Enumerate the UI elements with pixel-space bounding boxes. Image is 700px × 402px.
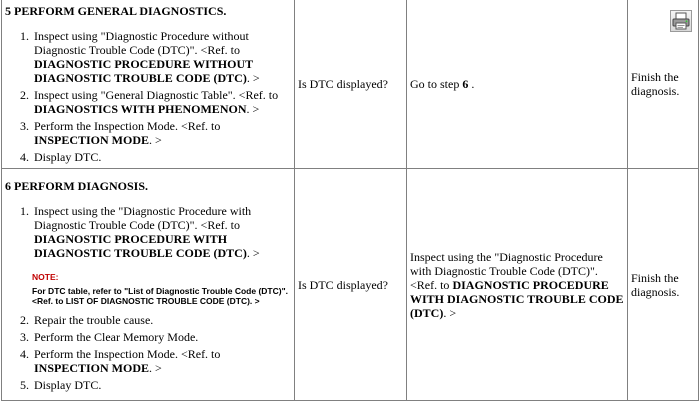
- step-6-item-5: [32, 378, 291, 392]
- step-6-item-1-ref[interactable]: DIAGNOSTIC PROCEDURE WITH DIAGNOSTIC TROUBLE CODE (DTC): [34, 232, 247, 260]
- step-6-no: Finish the diagnosis.: [628, 169, 699, 401]
- step-5-item-3-text: Perform the Inspection Mode. <Ref. to: [34, 118, 221, 133]
- step-6-item-3: [32, 330, 291, 344]
- step-5-list: [5, 29, 291, 164]
- step-6-yes: [407, 169, 628, 401]
- step-5-item-1-text: Inspect using "Diagnostic Procedure without Diagnostic Trouble Code (DTC)". <Ref. to: [34, 28, 249, 57]
- step-6-yes-ref[interactable]: DIAGNOSTIC PROCEDURE WITH DIAGNOSTIC TROUBLE CODE (DTC): [410, 277, 624, 320]
- diagnostic-table: [1, 0, 699, 401]
- step-6-item-2: [32, 313, 291, 327]
- step-6-item-4: [32, 347, 291, 375]
- step-6-item-4-ref[interactable]: INSPECTION MODE: [34, 361, 150, 375]
- step-6-list-b: [5, 313, 291, 392]
- step-6-title: 6 PERFORM DIAGNOSIS.: [5, 179, 149, 193]
- step-6-check: Is DTC displayed?: [295, 169, 407, 401]
- step-5-check: Is DTC displayed?: [295, 0, 407, 169]
- step-6-list-a: [5, 204, 291, 260]
- step-5-item-4: [32, 150, 291, 164]
- step-5-title: 5 PERFORM GENERAL DIAGNOSTICS.: [5, 3, 227, 18]
- step-6-yes-text: Inspect using the "Diagnostic Procedure with Diagnostic Trouble Code (DTC)". <Ref. to: [410, 249, 603, 292]
- step-5-item-3-ref[interactable]: INSPECTION MODE: [34, 132, 150, 147]
- step-5-item-2-ref[interactable]: DIAGNOSTICS WITH PHENOMENON: [34, 101, 247, 116]
- print-icon[interactable]: [670, 10, 692, 32]
- note-text: For DTC table, refer to "List of Diagnostic Trouble Code (DTC)". <Ref. to LIST OF DIAGNOSTIC TROUBLE CODE (DTC). >: [32, 286, 288, 306]
- step-6-item-3-text: Perform the Clear Memory Mode.: [34, 330, 199, 344]
- step-6-item-1-text: Inspect using the "Diagnostic Procedure with Diagnostic Trouble Code (DTC)". <Ref. to: [34, 204, 252, 232]
- step-5-yes-text: Go to step: [410, 76, 463, 91]
- step-row-5: [2, 0, 699, 169]
- step-5-item-2-text: Inspect using "General Diagnostic Table". <Ref. to: [34, 87, 279, 102]
- step-5-yes-step-link[interactable]: 6: [462, 76, 469, 91]
- note-block: [32, 272, 291, 306]
- step-6-item-1-end: . >: [246, 246, 260, 260]
- step-5-item-1: [32, 29, 291, 85]
- step-5-item-3-end: . >: [149, 132, 162, 147]
- step-6-item-4-end: . >: [149, 361, 162, 375]
- step-6-item-2-text: Repair the trouble cause.: [34, 313, 154, 327]
- step-5-yes-end: .: [468, 76, 475, 91]
- step-5-cell: [2, 0, 295, 169]
- step-row-6: [2, 169, 699, 401]
- step-5-item-2-end: . >: [246, 101, 260, 116]
- step-5-yes: [407, 0, 628, 169]
- step-5-item-4-text: Display DTC.: [34, 149, 102, 164]
- note-label: NOTE:: [32, 272, 59, 282]
- step-6-cell: [2, 169, 295, 401]
- step-6-item-5-text: Display DTC.: [34, 378, 102, 392]
- step-6-item-1: [32, 204, 291, 260]
- step-5-item-1-ref[interactable]: DIAGNOSTIC PROCEDURE WITHOUT DIAGNOSTIC TROUBLE CODE (DTC): [34, 56, 253, 85]
- step-5-item-3: [32, 119, 291, 147]
- step-5-item-2: [32, 88, 291, 116]
- step-5-item-1-end: . >: [246, 70, 260, 85]
- step-6-yes-end: . >: [443, 305, 457, 320]
- step-6-item-4-text: Perform the Inspection Mode. <Ref. to: [34, 347, 221, 361]
- step-5-no: Finish the diagnosis.: [628, 0, 699, 169]
